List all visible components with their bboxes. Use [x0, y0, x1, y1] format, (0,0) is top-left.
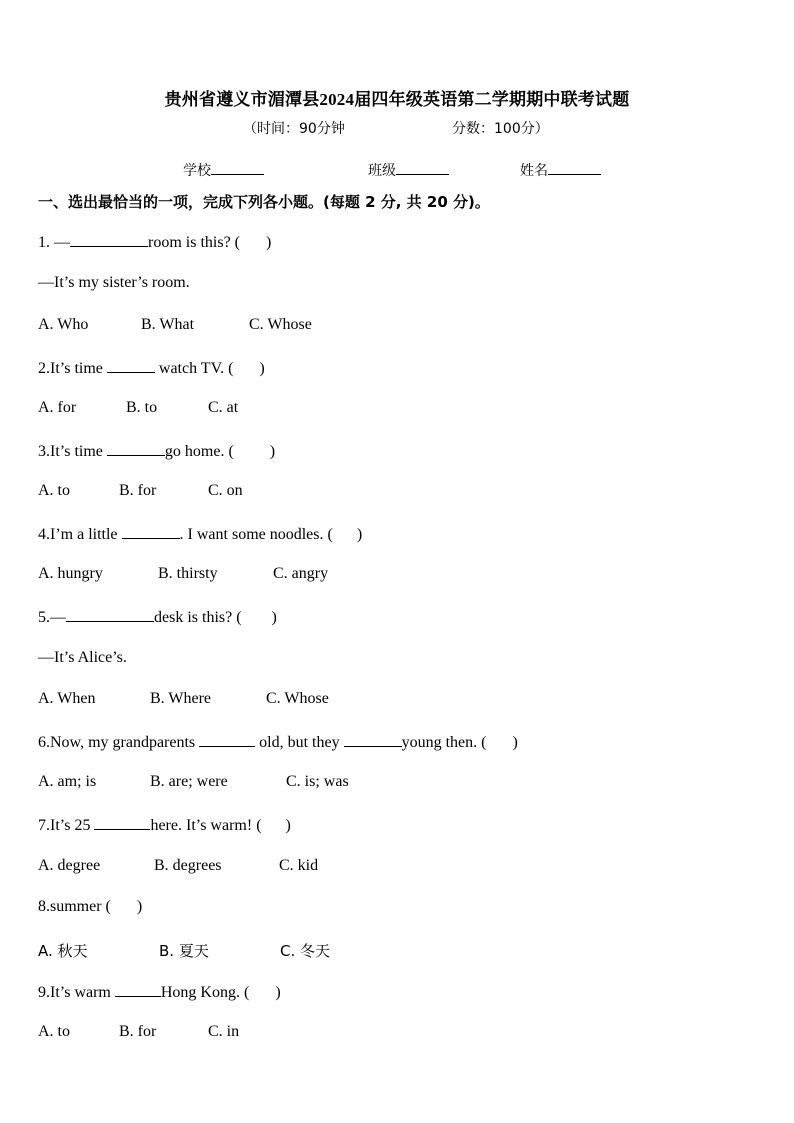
q9-option-b[interactable]: B. for — [119, 1023, 157, 1040]
q7-options — [38, 857, 318, 875]
q1-prefix: 1. — — [38, 234, 70, 251]
q5-option-a[interactable]: A. When — [38, 690, 96, 707]
q7-blank[interactable] — [94, 815, 150, 830]
q8-close: ) — [136, 898, 143, 915]
q8-prefix: 8.summer ( — [38, 898, 111, 915]
q4-prefix: 4.I’m a little — [38, 526, 118, 543]
q1-answer-line: —It’s my sister’s room. — [38, 274, 190, 291]
q3-text: go home. ( — [164, 443, 234, 460]
question-5 — [38, 607, 277, 627]
q6-option-a[interactable]: A. am; is — [38, 773, 97, 790]
q5-answer-line: —It’s Alice’s. — [38, 649, 127, 666]
q7-close: ) — [285, 817, 291, 834]
name-label: 姓名 — [520, 163, 548, 179]
q2-option-c[interactable]: C. at — [208, 399, 239, 416]
q1-text: room is this? ( — [148, 234, 240, 251]
q9-blank[interactable] — [115, 982, 161, 997]
q3-option-b[interactable]: B. for — [119, 482, 157, 499]
q8-options — [38, 940, 330, 961]
q3-blank[interactable] — [107, 441, 165, 456]
q8-option-a[interactable]: A. 秋天 — [38, 942, 88, 960]
class-blank[interactable] — [396, 160, 449, 175]
name-field — [520, 160, 601, 180]
question-1 — [38, 232, 271, 252]
q8-option-c[interactable]: C. 冬天 — [280, 942, 331, 960]
question-4 — [38, 524, 362, 544]
q4-text: . I want some noodles. ( — [179, 526, 333, 543]
school-field — [183, 160, 264, 180]
q2-blank[interactable] — [107, 358, 155, 373]
q3-option-c[interactable]: C. on — [208, 482, 243, 499]
class-label: 班级 — [368, 163, 396, 179]
q6-close: ) — [512, 734, 518, 751]
class-field — [368, 160, 449, 180]
q3-prefix: 3.It’s time — [38, 443, 103, 460]
q6-option-c[interactable]: C. is; was — [286, 773, 349, 790]
q9-options — [38, 1023, 239, 1041]
q4-options — [38, 565, 328, 583]
q5-option-b[interactable]: B. Where — [150, 690, 212, 707]
q7-prefix: 7.It’s 25 — [38, 817, 91, 834]
question-9 — [38, 982, 281, 1002]
exam-time: （时间：90分钟 — [243, 121, 345, 137]
q3-close: ) — [269, 443, 276, 460]
q5-text: desk is this? ( — [154, 609, 242, 626]
name-blank[interactable] — [548, 160, 601, 175]
q6-text-1: old, but they — [259, 734, 340, 751]
q7-text: here. It’s warm! ( — [150, 817, 262, 834]
question-7 — [38, 815, 291, 835]
q6-prefix: 6.Now, my grandparents — [38, 734, 196, 751]
q7-option-a[interactable]: A. degree — [38, 857, 101, 874]
q6-blank-2[interactable] — [344, 732, 402, 747]
q7-option-c[interactable]: C. kid — [279, 857, 319, 874]
question-3 — [38, 441, 275, 461]
q7-option-b[interactable]: B. degrees — [154, 857, 222, 874]
q5-option-c[interactable]: C. Whose — [266, 690, 329, 707]
q6-options — [38, 773, 349, 791]
q1-close: ) — [266, 234, 272, 251]
school-label: 学校 — [183, 163, 211, 179]
q5-close: ) — [271, 609, 277, 626]
q4-option-c[interactable]: C. angry — [273, 565, 329, 582]
q3-options — [38, 482, 243, 500]
question-8 — [38, 898, 142, 916]
q2-text: watch TV. ( — [158, 360, 234, 377]
q5-options — [38, 690, 329, 708]
q1-option-b[interactable]: B. What — [141, 316, 195, 333]
q4-option-a[interactable]: A. hungry — [38, 565, 103, 582]
question-2 — [38, 358, 265, 378]
q9-option-c[interactable]: C. in — [208, 1023, 240, 1040]
q4-close: ) — [356, 526, 363, 543]
q1-options — [38, 316, 312, 334]
q1-option-a[interactable]: A. Who — [38, 316, 89, 333]
page-title: 贵州省遵义市湄潭县2024届四年级英语第二学期期中联考试题 — [164, 90, 630, 109]
q6-text-2: young then. ( — [401, 734, 487, 751]
q6-blank-1[interactable] — [199, 732, 255, 747]
q1-option-c[interactable]: C. Whose — [249, 316, 312, 333]
q3-option-a[interactable]: A. to — [38, 482, 70, 499]
q9-prefix: 9.It’s warm — [38, 984, 111, 1001]
q5-blank[interactable] — [66, 607, 154, 622]
q4-option-b[interactable]: B. thirsty — [158, 565, 218, 582]
q9-option-a[interactable]: A. to — [38, 1023, 70, 1040]
q5-prefix: 5.— — [38, 609, 66, 626]
school-blank[interactable] — [211, 160, 264, 175]
q2-prefix: 2.It’s time — [38, 360, 103, 377]
q8-option-b[interactable]: B. 夏天 — [159, 942, 209, 960]
exam-score: 分数：100分） — [452, 121, 549, 137]
q2-close: ) — [259, 360, 265, 377]
question-6 — [38, 732, 518, 752]
q9-close: ) — [275, 984, 281, 1001]
q2-option-b[interactable]: B. to — [126, 399, 158, 416]
section-heading: 一、选出最恰当的一项，完成下列各小题。(每题 2 分, 共 20 分)。 — [38, 193, 490, 211]
q9-text: Hong Kong. ( — [160, 984, 250, 1001]
q2-options — [38, 399, 238, 417]
q2-option-a[interactable]: A. for — [38, 399, 77, 416]
q4-blank[interactable] — [122, 524, 180, 539]
q6-option-b[interactable]: B. are; were — [150, 773, 228, 790]
q1-blank[interactable] — [70, 232, 148, 247]
